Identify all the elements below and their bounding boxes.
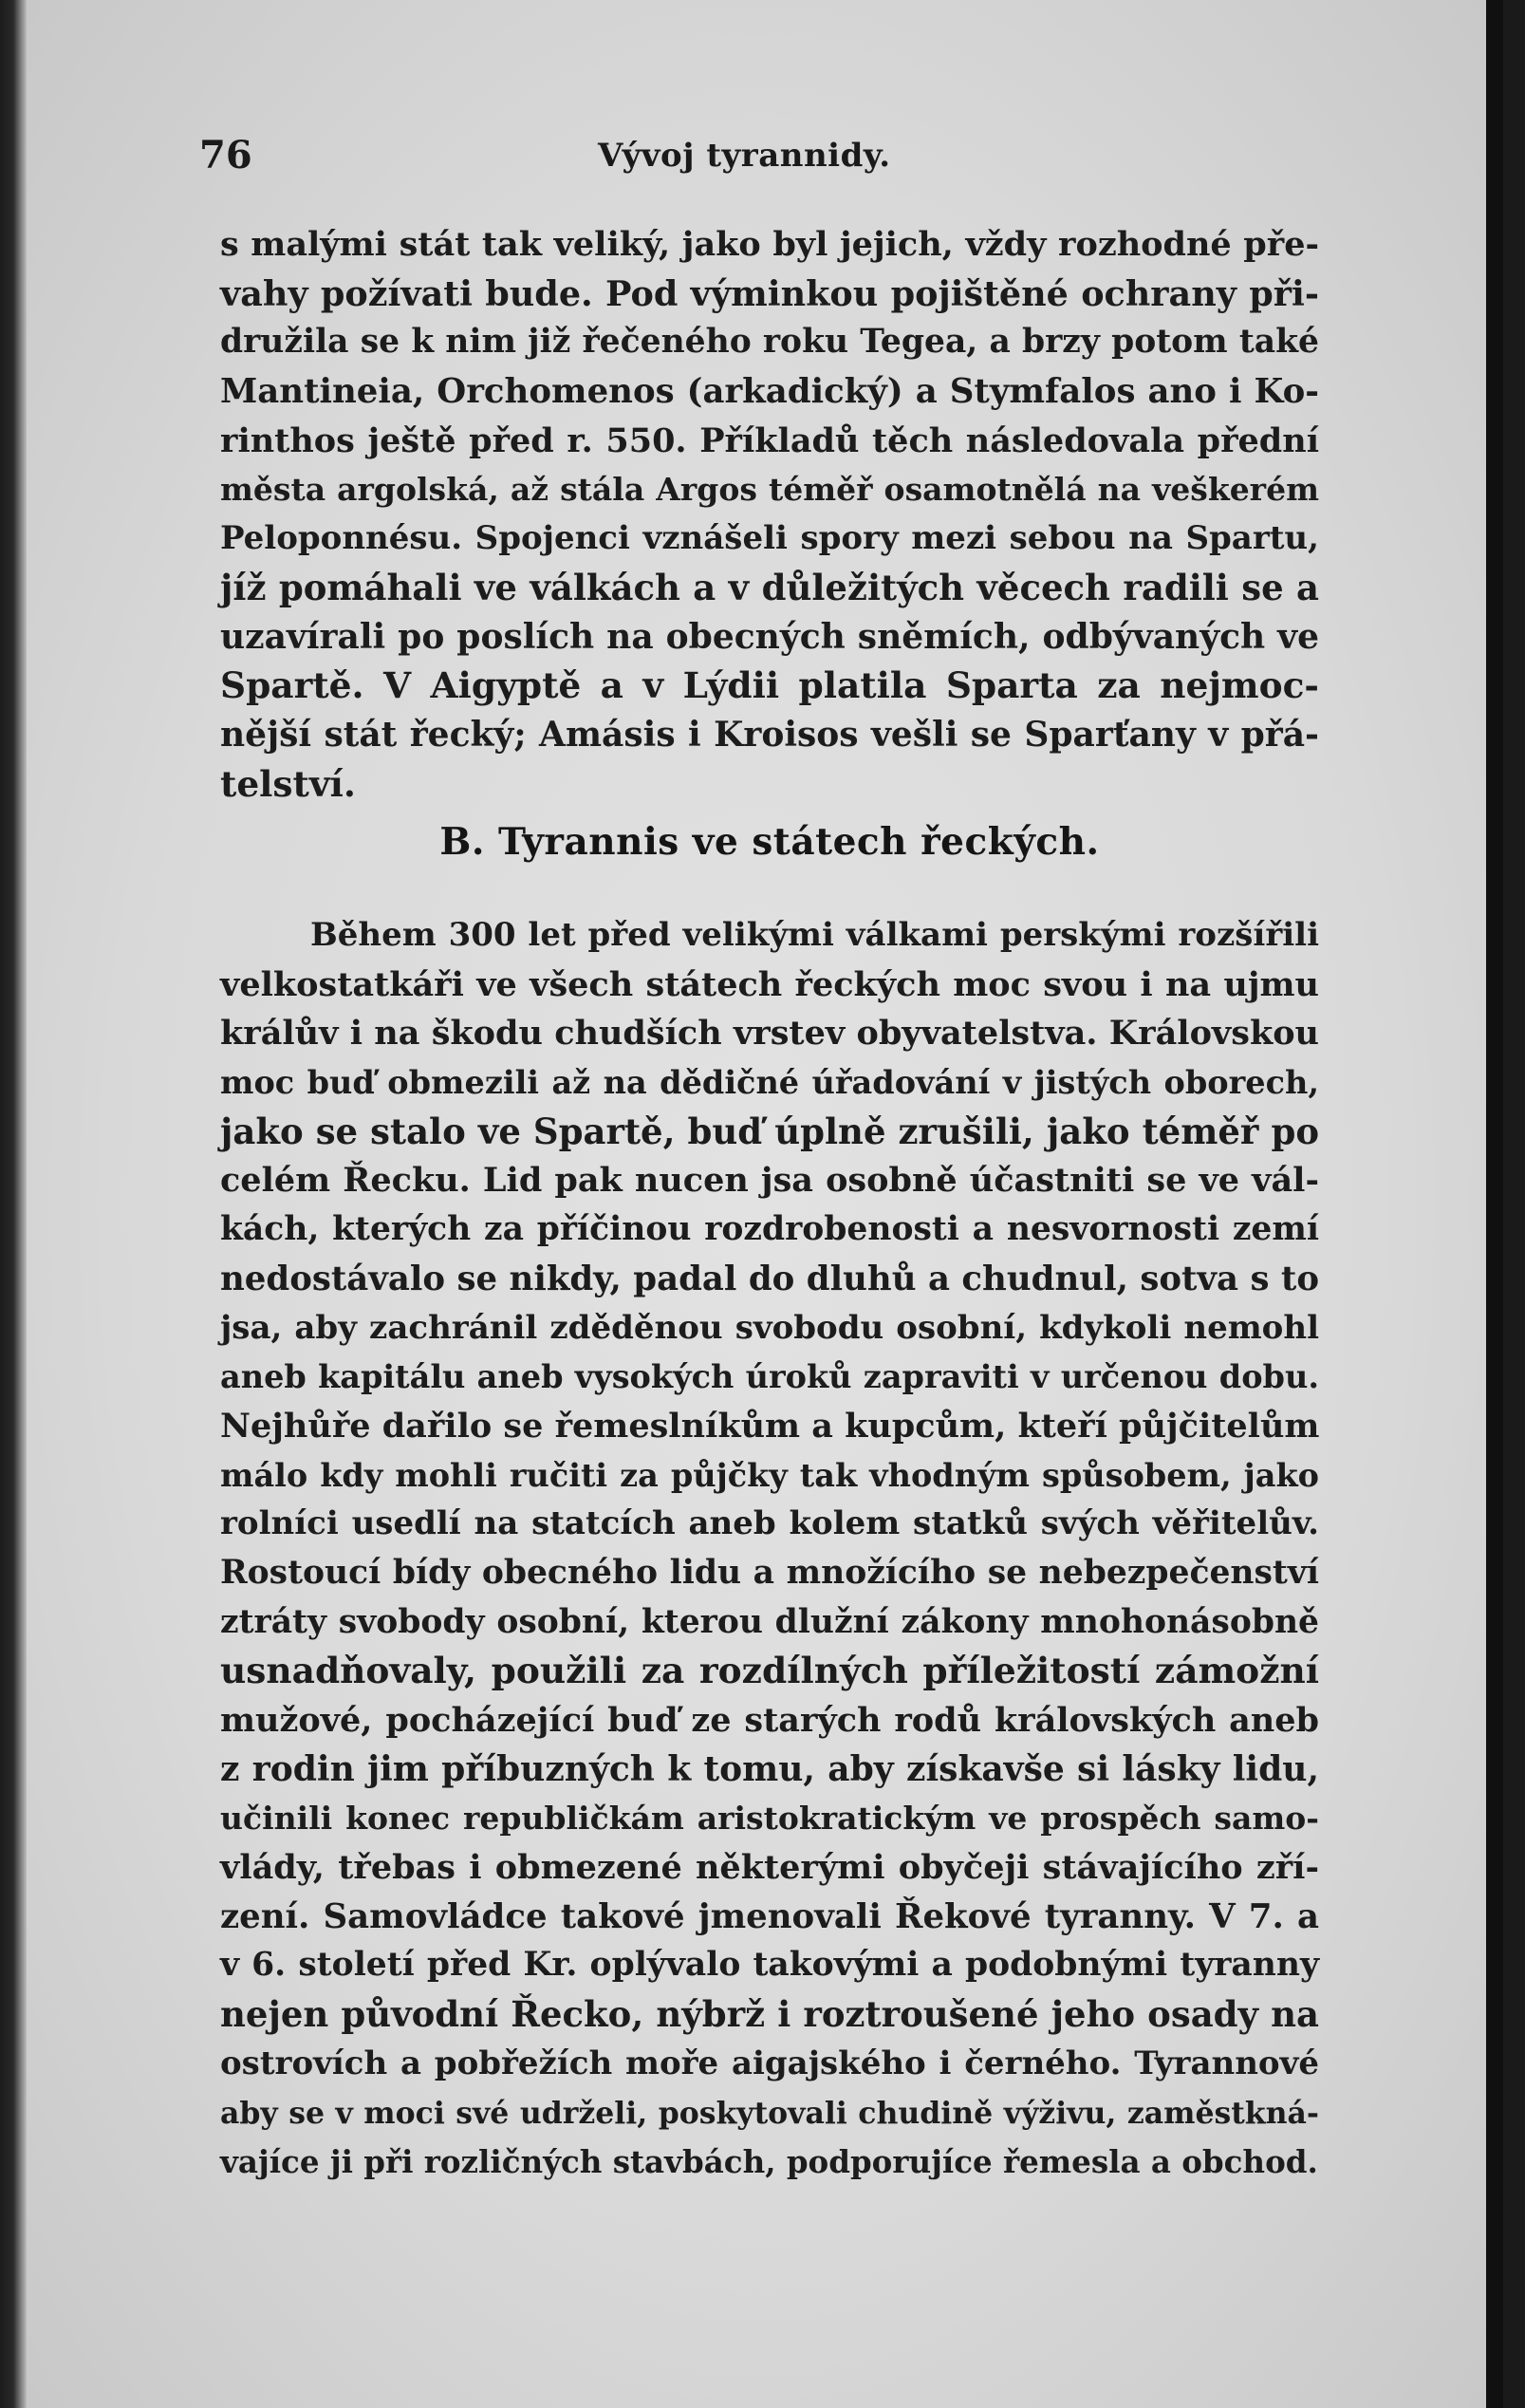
- text-line: jsa, aby zachránil zděděnou svobodu osobní, kdykoli nemohl: [220, 1308, 1319, 1347]
- text-line: usnadňovaly, použili za rozdílných příležitostí zámožní: [220, 1650, 1319, 1692]
- paragraph-1: [220, 220, 1319, 809]
- text-line: v 6. století před Kr. oplývalo takovými a podobnými tyranny: [220, 1946, 1319, 1985]
- text-line: družila se k nim již řečeného roku Tegea, a brzy potom také: [220, 323, 1319, 362]
- text-line: kách, kterých za příčinou rozdrobenosti a nesvornosti zemí: [220, 1210, 1319, 1249]
- text-line: učinili konec republičkám aristokratickým ve prospěch samo-: [220, 1800, 1319, 1838]
- text-line: jako se stalo ve Spartě, buď úplně zrušili, jako téměř po: [220, 1110, 1319, 1152]
- text-line: vahy požívati bude. Pod výminkou pojištěné ochrany při-: [220, 272, 1319, 314]
- text-line: moc buď obmezili až na dědičné úřadování v jistých oborech,: [220, 1064, 1319, 1102]
- text-line: Mantineia, Orchomenos (arkadický) a Stymfalos ano i Ko-: [220, 372, 1319, 412]
- text-line: uzavírali po poslích na obecných sněmích, odbývaných ve: [220, 616, 1319, 657]
- text-line: králův i na škodu chudších vrstev obyvatelstva. Královskou: [220, 1014, 1319, 1054]
- text-line: velkostatkáři ve všech státech řeckých moc svou i na ujmu: [220, 964, 1319, 1004]
- text-line: aneb kapitálu aneb vysokých úroků zapraviti v určenou dobu.: [220, 1358, 1319, 1396]
- text-line: mužové, pocházející buď ze starých rodů královských aneb: [220, 1701, 1319, 1740]
- text-line: málo kdy mohli ručiti za půjčky tak vhodným spůsobem, jako: [220, 1456, 1319, 1494]
- text-line: Během 300 let před velikými válkami perskými rozšířili: [310, 916, 1319, 954]
- text-line: aby se v moci své udrželi, poskytovali chudině výživu, zaměstkná-: [220, 2095, 1319, 2131]
- text-line: Rostoucí bídy obecného lidu a množícího se nebezpečenství: [220, 1553, 1319, 1592]
- text-line: rinthos ještě před r. 550. Příkladů těch následovala přední: [220, 420, 1319, 460]
- text-line: města argolská, až stála Argos téměř osamotnělá na veškerém: [220, 471, 1319, 509]
- text-line: nedostávalo se nikdy, padal do dluhů a chudnul, sotva s to: [220, 1259, 1319, 1298]
- text-line: rolníci usedlí na statcích aneb kolem statků svých věřitelův.: [220, 1504, 1319, 1543]
- paragraph-2: [220, 911, 1319, 2187]
- text-line: s malými stát tak veliký, jako byl jejich, vždy rozhodné pře-: [220, 225, 1319, 264]
- text-line: ostrovích a pobřežích moře aigajského i černého. Tyrannové: [220, 2044, 1319, 2082]
- section-heading: B. Tyrannis ve státech řeckých.: [439, 820, 1100, 864]
- text-line: vlády, třebas i obmezené některými obyčeji stávajícího zří-: [220, 1848, 1319, 1888]
- text-line: Peloponnésu. Spojenci vznášeli spory mezi sebou na Spartu,: [220, 519, 1319, 558]
- running-title: Vývoj tyrannidy.: [598, 137, 891, 175]
- text-line: nější stát řecký; Amásis i Kroisos vešli se Sparťany v přá-: [220, 714, 1319, 755]
- page-header: [199, 133, 1319, 186]
- text-line: telství.: [220, 762, 356, 805]
- text-line: nejen původní Řecko, nýbrž i roztroušené jeho osady na: [220, 1993, 1319, 2036]
- text-line: jíž pomáhali ve válkách a v důležitých věcech radili se a: [220, 566, 1319, 608]
- text-line: zení. Samovládce takové jmenovali Řekové tyranny. V 7. a: [220, 1896, 1319, 1936]
- text-line: celém Řecku. Lid pak nucen jsa osobně účastniti se ve vál-: [220, 1161, 1319, 1201]
- text-line: Spartě. V Aigyptě a v Lýdii platila Sparta za nejmoc-: [220, 664, 1319, 707]
- text-line: ztráty svobody osobní, kterou dlužní zákony mnohonásobně: [220, 1602, 1319, 1641]
- text-line: Nejhůře dařilo se řemeslníkům a kupcům, kteří půjčitelům: [220, 1406, 1320, 1446]
- text-line: z rodin jim příbuzných k tomu, aby získavše si lásky lidu,: [220, 1748, 1319, 1789]
- page-number: 76: [199, 133, 252, 177]
- text-line: vajíce ji při rozličných stavbách, podporujíce řemesla a obchod.: [220, 2143, 1318, 2181]
- scan-edge: [1486, 0, 1503, 2408]
